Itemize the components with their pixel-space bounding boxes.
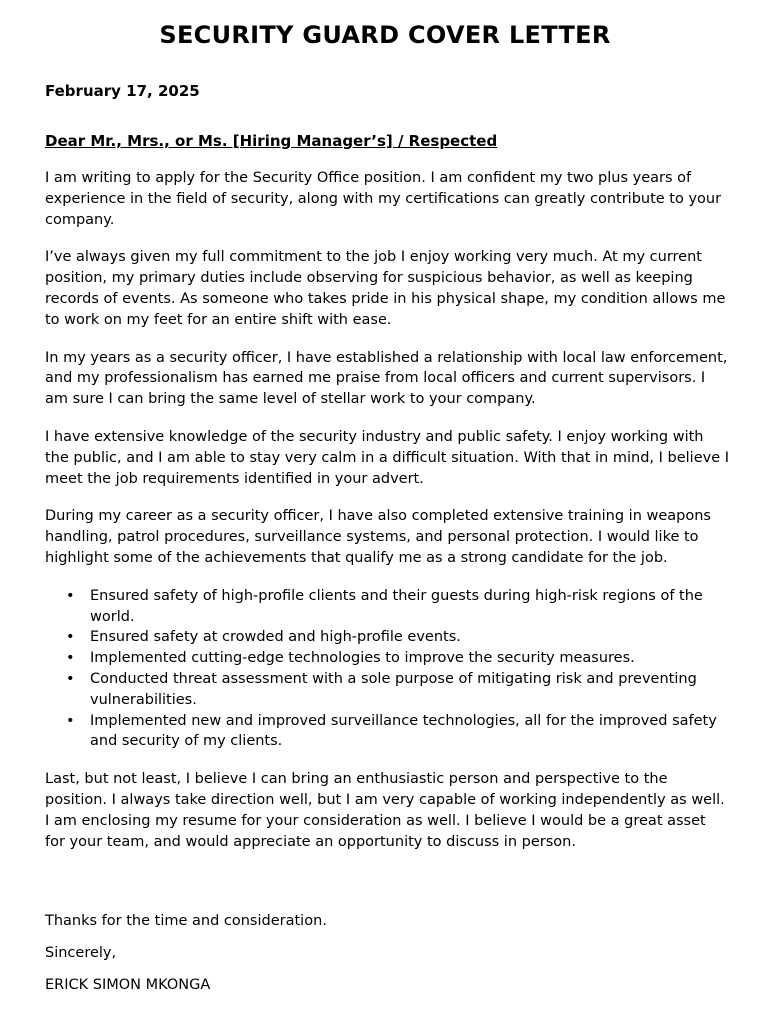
list-item	[66, 711, 730, 753]
paragraph-experience: In my years as a security officer, I have established a relationship with local law enforcement, and my professionalism has earned me praise from local officers and current supervisors. I am sure I can bring the same level of stellar work to your company.	[45, 349, 728, 408]
paragraph-knowledge: I have extensive knowledge of the security industry and public safety. I enjoy working with the public, and I am able to stay very calm in a difficult situation. With that in mind, I believe I meet the job requirements identified in your advert.	[45, 428, 729, 487]
bullet-icon: •	[66, 670, 75, 687]
achievement-text: Ensured safety of high-profile clients and their guests during high-risk regions of the world.	[90, 587, 703, 625]
bullet-icon: •	[66, 650, 75, 667]
letter-closing	[45, 911, 327, 1007]
paragraph-commitment: I’ve always given my full commitment to the job I enjoy working very much. At my current position, my primary duties include observing for suspicious behavior, as well as keeping records of events. As someone who takes pride in his physical shape, my condition allows me to work on my feet for an entire shift with ease.	[45, 249, 726, 328]
achievements-list	[45, 586, 730, 752]
paragraph-final: Last, but not least, I believe I can bring an enthusiastic person and perspective to the position. I always take direction well, but I am very capable of working independently as well. I am enclosing my resume for your consideration as well. I believe I would be a great asset for your team, and would appreciate an opportunity to discuss in person.	[45, 771, 725, 850]
bullet-icon: •	[66, 629, 75, 646]
list-item	[66, 627, 730, 648]
achievement-text: Ensured safety at crowded and high-profile events.	[90, 629, 461, 646]
achievement-text: Implemented new and improved surveillance technologies, all for the improved safety and security of my clients.	[90, 712, 717, 750]
paragraph-intro: I am writing to apply for the Security Office position. I am confident my two plus years of experience in the field of security, along with my certifications can greatly contribute to your company.	[45, 170, 722, 228]
closing-signoff: Sincerely,	[45, 945, 117, 961]
list-item	[66, 648, 730, 669]
list-item	[66, 586, 730, 628]
bullet-icon: •	[66, 712, 75, 729]
signature-name: ERICK SIMON MKONGA	[45, 977, 211, 993]
salutation: Dear Mr., Mrs., or Ms. [Hiring Manager’s] / Respected	[45, 132, 498, 150]
closing-thanks: Thanks for the time and consideration.	[45, 913, 327, 929]
bullet-icon: •	[66, 587, 75, 604]
achievement-text: Conducted threat assessment with a sole purpose of mitigating risk and preventing vulnerabilities.	[90, 670, 697, 708]
achievement-text: Implemented cutting-edge technologies to improve the security measures.	[90, 650, 635, 667]
document-title: SECURITY GUARD COVER LETTER	[159, 21, 611, 49]
list-item	[66, 669, 730, 711]
letter-body	[45, 168, 730, 869]
letter-date: February 17, 2025	[45, 82, 200, 100]
paragraph-training: During my career as a security officer, I have also completed extensive training in weapons handling, patrol procedures, surveillance systems, and personal protection. I would like to highlight some of the achievements that qualify me as a strong candidate for the job.	[45, 508, 711, 566]
